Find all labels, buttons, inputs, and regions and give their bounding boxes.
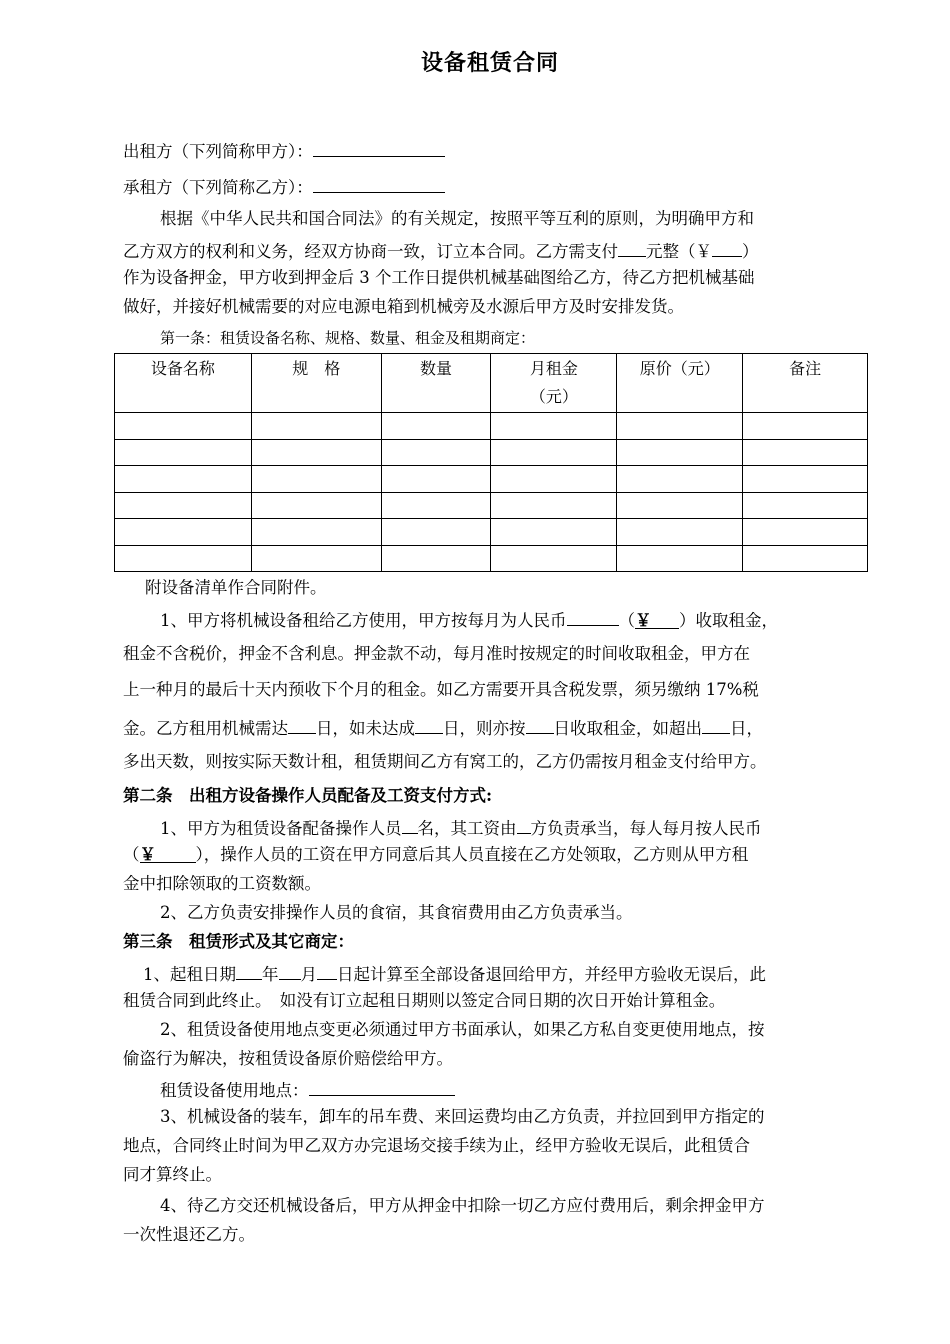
article3-p4-line1: 4、待乙方交还机械设备后，甲方从押金中扣除一切乙方应付费用后，剩余押金甲方 — [160, 1196, 765, 1215]
header-original-price: 原价（元） — [617, 354, 743, 413]
table-cell[interactable] — [491, 413, 617, 440]
lessor-line — [123, 139, 445, 162]
table-cell[interactable] — [617, 492, 743, 519]
table-row — [115, 466, 868, 493]
table-cell[interactable] — [617, 413, 743, 440]
table-cell[interactable] — [115, 439, 252, 466]
lessor-label: 出租方（下列简称甲方）： — [123, 142, 313, 161]
table-row — [115, 413, 868, 440]
exceed-days-blank[interactable] — [702, 716, 730, 734]
table-cell[interactable] — [251, 545, 381, 572]
clause-text: ）收取租金， — [679, 611, 778, 630]
table-row — [115, 545, 868, 572]
clause-text: 金。乙方租用机械需达 — [123, 719, 288, 738]
deposit-amount-blank[interactable] — [618, 239, 646, 257]
article1-p1-line5: 多出天数，则按实际天数计租，租赁期间乙方有窝工的，乙方仍需按月租金支付给甲方。 — [123, 752, 767, 771]
yen-symbol: ￥ — [635, 611, 652, 630]
intro-line-4: 做好，并接好机械需要的对应电源电箱到机械旁及水源后甲方及时安排发货。 — [123, 297, 684, 316]
header-quantity: 数量 — [381, 354, 491, 413]
rent-yen-blank[interactable] — [635, 611, 679, 629]
attachment-note: 附设备清单作合同附件。 — [145, 578, 327, 597]
document-title: 设备租赁合同 — [420, 50, 559, 76]
unmet-days-blank[interactable] — [415, 716, 443, 734]
lessee-line — [123, 175, 445, 198]
article2-p2: 2、乙方负责安排操作人员的食宿，其食宿费用由乙方负责承当。 — [160, 903, 633, 922]
article2-p1-line3: 金中扣除领取的工资数额。 — [123, 874, 321, 893]
min-days-blank[interactable] — [288, 716, 316, 734]
article2-heading: 第二条 出租方设备操作人员配备及工资支付方式: — [123, 786, 493, 805]
article2-p1-line1 — [160, 816, 762, 839]
clause-text: 1、甲方将机械设备租给乙方使用，甲方按每月为人民币 — [160, 611, 567, 630]
clause-text: 日起计算至全部设备退回给甲方，并经甲方验收无误后，此 — [337, 965, 766, 984]
table-cell[interactable] — [743, 413, 868, 440]
table-cell[interactable] — [115, 492, 252, 519]
table-cell[interactable] — [251, 413, 381, 440]
table-cell[interactable] — [381, 439, 491, 466]
table-cell[interactable] — [115, 413, 252, 440]
article1-heading: 第一条：租赁设备名称、规格、数量、租金及租期商定： — [160, 329, 536, 347]
article1-p1-line1 — [160, 608, 778, 631]
clause-text: 年 — [262, 965, 279, 984]
article3-p3-line1: 3、机械设备的装车，卸车的吊车费、来回运费均由乙方负责，并拉回到甲方指定的 — [160, 1107, 765, 1126]
table-cell[interactable] — [491, 492, 617, 519]
table-cell[interactable] — [617, 466, 743, 493]
start-month-blank[interactable] — [279, 962, 301, 980]
equipment-table — [114, 353, 868, 572]
intro-line-1: 根据《中华人民共和国合同法》的有关规定，按照平等互利的原则，为明确甲方和 — [160, 209, 754, 228]
table-cell[interactable] — [115, 466, 252, 493]
usage-location-line — [160, 1078, 455, 1101]
table-cell[interactable] — [491, 519, 617, 546]
wage-party-blank[interactable] — [517, 816, 531, 834]
table-cell[interactable] — [381, 545, 491, 572]
intro-text: ） — [742, 242, 759, 261]
clause-text: 1、甲方为租赁设备配备操作人员 — [160, 819, 402, 838]
article3-heading: 第三条 租赁形式及其它商定： — [123, 932, 354, 951]
table-cell[interactable] — [251, 519, 381, 546]
intro-line-3: 作为设备押金，甲方收到押金后 3 个工作日提供机械基础图给乙方，待乙方把机械基础 — [123, 268, 755, 287]
table-cell[interactable] — [743, 466, 868, 493]
intro-line-2 — [123, 239, 759, 262]
usage-location-label: 租赁设备使用地点： — [160, 1081, 309, 1100]
table-cell[interactable] — [617, 519, 743, 546]
clause-text: 月 — [300, 965, 317, 984]
clause-text: 日， — [730, 719, 763, 738]
header-remarks: 备注 — [743, 354, 868, 413]
article3-p3-line3: 同才算终止。 — [123, 1165, 222, 1184]
article3-p1-line2: 租赁合同到此终止。 如没有订立起租日期则以签定合同日期的次日开始计算租金。 — [123, 991, 726, 1010]
table-cell[interactable] — [743, 439, 868, 466]
clause-text: 日收取租金，如超出 — [553, 719, 702, 738]
intro-text: 元整（￥ — [646, 242, 712, 261]
lessee-blank[interactable] — [313, 175, 445, 193]
start-day-blank[interactable] — [317, 962, 337, 980]
article3-p1-line1 — [143, 962, 766, 985]
table-cell[interactable] — [381, 492, 491, 519]
operator-count-blank[interactable] — [402, 816, 418, 834]
article1-p1-line2: 租金不含税价，押金不含利息。押金款不动，每月准时按规定的时间收取租金，甲方在 — [123, 644, 750, 663]
clause-text: 日，则亦按 — [443, 719, 526, 738]
start-year-blank[interactable] — [236, 962, 262, 980]
table-cell[interactable] — [251, 439, 381, 466]
table-cell[interactable] — [381, 466, 491, 493]
lessee-label: 承租方（下列简称乙方）： — [123, 178, 313, 197]
article3-p4-line2: 一次性退还乙方。 — [123, 1225, 255, 1244]
article3-p2-line2: 偷盗行为解决，按租赁设备原价赔偿给甲方。 — [123, 1049, 453, 1068]
table-cell[interactable] — [491, 466, 617, 493]
header-spec: 规 格 — [251, 354, 381, 413]
deposit-yen-blank[interactable] — [712, 239, 742, 257]
wage-yen-blank[interactable] — [140, 845, 196, 863]
table-cell[interactable] — [743, 519, 868, 546]
table-cell[interactable] — [115, 519, 252, 546]
clause-text: 1、起租日期 — [143, 965, 236, 984]
clause-text: ），操作人员的工资在甲方同意后其人员直接在乙方处领取，乙方则从甲方租 — [195, 845, 749, 864]
table-cell[interactable] — [743, 545, 868, 572]
table-header-row — [115, 354, 868, 413]
table-cell[interactable] — [491, 439, 617, 466]
table-cell[interactable] — [251, 492, 381, 519]
usage-location-blank[interactable] — [309, 1078, 455, 1096]
yen-symbol: ￥ — [139, 845, 156, 864]
table-cell[interactable] — [381, 413, 491, 440]
clause-text: 日，如未达成 — [316, 719, 415, 738]
monthly-rent-blank[interactable] — [567, 608, 619, 626]
table-row — [115, 519, 868, 546]
header-equipment-name: 设备名称 — [115, 354, 252, 413]
clause-text: 名，其工资由 — [417, 819, 517, 838]
table-cell[interactable] — [617, 545, 743, 572]
table-cell[interactable] — [381, 519, 491, 546]
table-cell[interactable] — [617, 439, 743, 466]
intro-text: 乙方双方的权利和义务，经双方协商一致，订立本合同。乙方需支付 — [123, 242, 618, 261]
table-row — [115, 492, 868, 519]
article3-p2-line1: 2、租赁设备使用地点变更必须通过甲方书面承认，如果乙方私自变更使用地点，按 — [160, 1020, 765, 1039]
table-cell[interactable] — [251, 466, 381, 493]
table-cell[interactable] — [743, 492, 868, 519]
table-row — [115, 439, 868, 466]
article2-p1-line2 — [123, 845, 748, 865]
table-cell[interactable] — [491, 545, 617, 572]
article1-p1-line4 — [123, 716, 763, 739]
clause-text: 方负责承当，每人每月按人民币 — [530, 819, 762, 838]
article3-p3-line2: 地点，合同终止时间为甲乙双方办完退场交接手续为止，经甲方验收无误后，此租赁合 — [123, 1136, 750, 1155]
clause-text: （ — [618, 611, 635, 630]
clause-text: （ — [123, 845, 140, 864]
header-monthly-rent: 月租金 （元） — [491, 354, 617, 413]
article1-p1-line3: 上一种月的最后十天内预收下个月的租金。如乙方需要开具含税发票，须另缴纳 17%税 — [123, 680, 759, 699]
charge-days-blank[interactable] — [526, 716, 554, 734]
lessor-blank[interactable] — [313, 139, 445, 157]
table-cell[interactable] — [115, 545, 252, 572]
